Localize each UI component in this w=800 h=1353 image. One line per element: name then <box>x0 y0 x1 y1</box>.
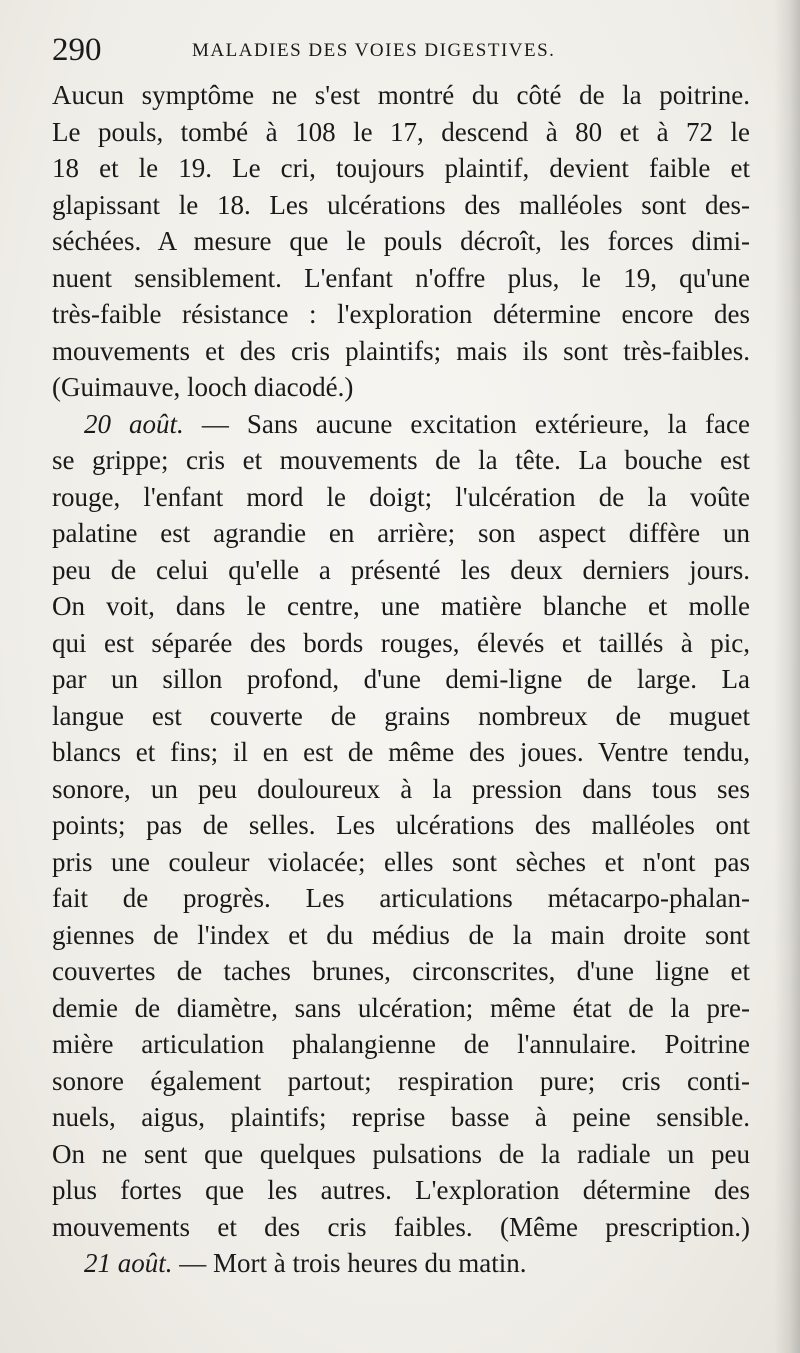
text-line: points; pas de selles. Les ulcérations des malléoles ont <box>52 810 750 840</box>
text-line: glapissant le 18. Les ulcérations des malléoles sont des- <box>52 189 750 220</box>
page-gutter-shadow <box>774 0 800 1353</box>
date-label: 21 août. <box>84 1248 173 1278</box>
running-head: MALADIES DES VOIES DIGESTIVES. <box>192 40 556 61</box>
text-line: giennes de l'index et du médius de la main droite sont <box>52 919 750 950</box>
text-line: On ne sent que quelques pulsations de la radiale un peu <box>52 1138 750 1169</box>
text-line: sonore, un peu douloureux à la pression dans tous ses <box>52 773 750 804</box>
text-line: nuent sensiblement. L'enfant n'offre plus, le 19, qu'une <box>52 262 750 293</box>
text-line-content: — Sans aucune excitation extérieure, la face <box>201 408 750 439</box>
text-line: mouvements et des cris plaintifs; mais ils sont très-faibles. <box>52 335 750 366</box>
text-line: demie de diamètre, sans ulcération; même état de la pre- <box>52 992 750 1023</box>
text-line: Le pouls, tombé à 108 le 17, descend à 80 et à 72 le <box>52 116 750 147</box>
text-line: séchées. A mesure que le pouls décroît, les forces dimi- <box>52 226 750 256</box>
text-line: Aucun symptôme ne s'est montré du côté de la poitrine. <box>52 80 750 110</box>
text-line: pris une couleur violacée; elles sont sèches et n'ont pas <box>52 846 750 877</box>
text-line: très-faible résistance : l'exploration détermine encore des <box>52 299 750 329</box>
page-header <box>52 30 752 70</box>
text-line-dated <box>52 406 750 443</box>
text-line: langue est couverte de grains nombreux de muguet <box>52 700 750 731</box>
text-line: On voit, dans le centre, une matière blanche et molle <box>52 591 750 621</box>
text-line: peu de celui qu'elle a présenté les deux derniers jours. <box>52 554 750 585</box>
text-line: couvertes de taches brunes, circonscrites, d'une ligne et <box>52 956 750 986</box>
text-line-dated <box>52 1245 750 1282</box>
text-line: par un sillon profond, d'une demi-ligne de large. La <box>52 664 750 694</box>
text-line: mouvements et des cris faibles. (Même prescription.) <box>52 1211 750 1242</box>
text-line: qui est séparée des bords rouges, élevés et taillés à pic, <box>52 627 750 658</box>
text-line: nuels, aigus, plaintifs; reprise basse à peine sensible. <box>52 1102 750 1132</box>
text-line: palatine est agrandie en arrière; son aspect diffère un <box>52 518 750 548</box>
date-label: 20 août. <box>84 408 184 439</box>
body-text <box>52 77 750 1282</box>
text-line: (Guimauve, looch diacodé.) <box>52 372 354 402</box>
text-line: 18 et le 19. Le cri, toujours plaintif, devient faible et <box>52 153 750 183</box>
text-line: blancs et fins; il en est de même des joues. Ventre tendu, <box>52 737 750 767</box>
text-line: se grippe; cris et mouvements de la tête. La bouche est <box>52 445 750 475</box>
text-line: fait de progrès. Les articulations métacarpo-phalan- <box>52 883 750 913</box>
text-line: plus fortes que les autres. L'exploration détermine des <box>52 1175 750 1205</box>
text-line-content: — Mort à trois heures du matin. <box>179 1248 527 1278</box>
page-number: 290 <box>52 32 102 68</box>
text-line: mière articulation phalangienne de l'annulaire. Poitrine <box>52 1029 750 1059</box>
text-line: rouge, l'enfant mord le doigt; l'ulcération de la voûte <box>52 481 750 512</box>
text-line: sonore également partout; respiration pure; cris conti- <box>52 1065 750 1096</box>
